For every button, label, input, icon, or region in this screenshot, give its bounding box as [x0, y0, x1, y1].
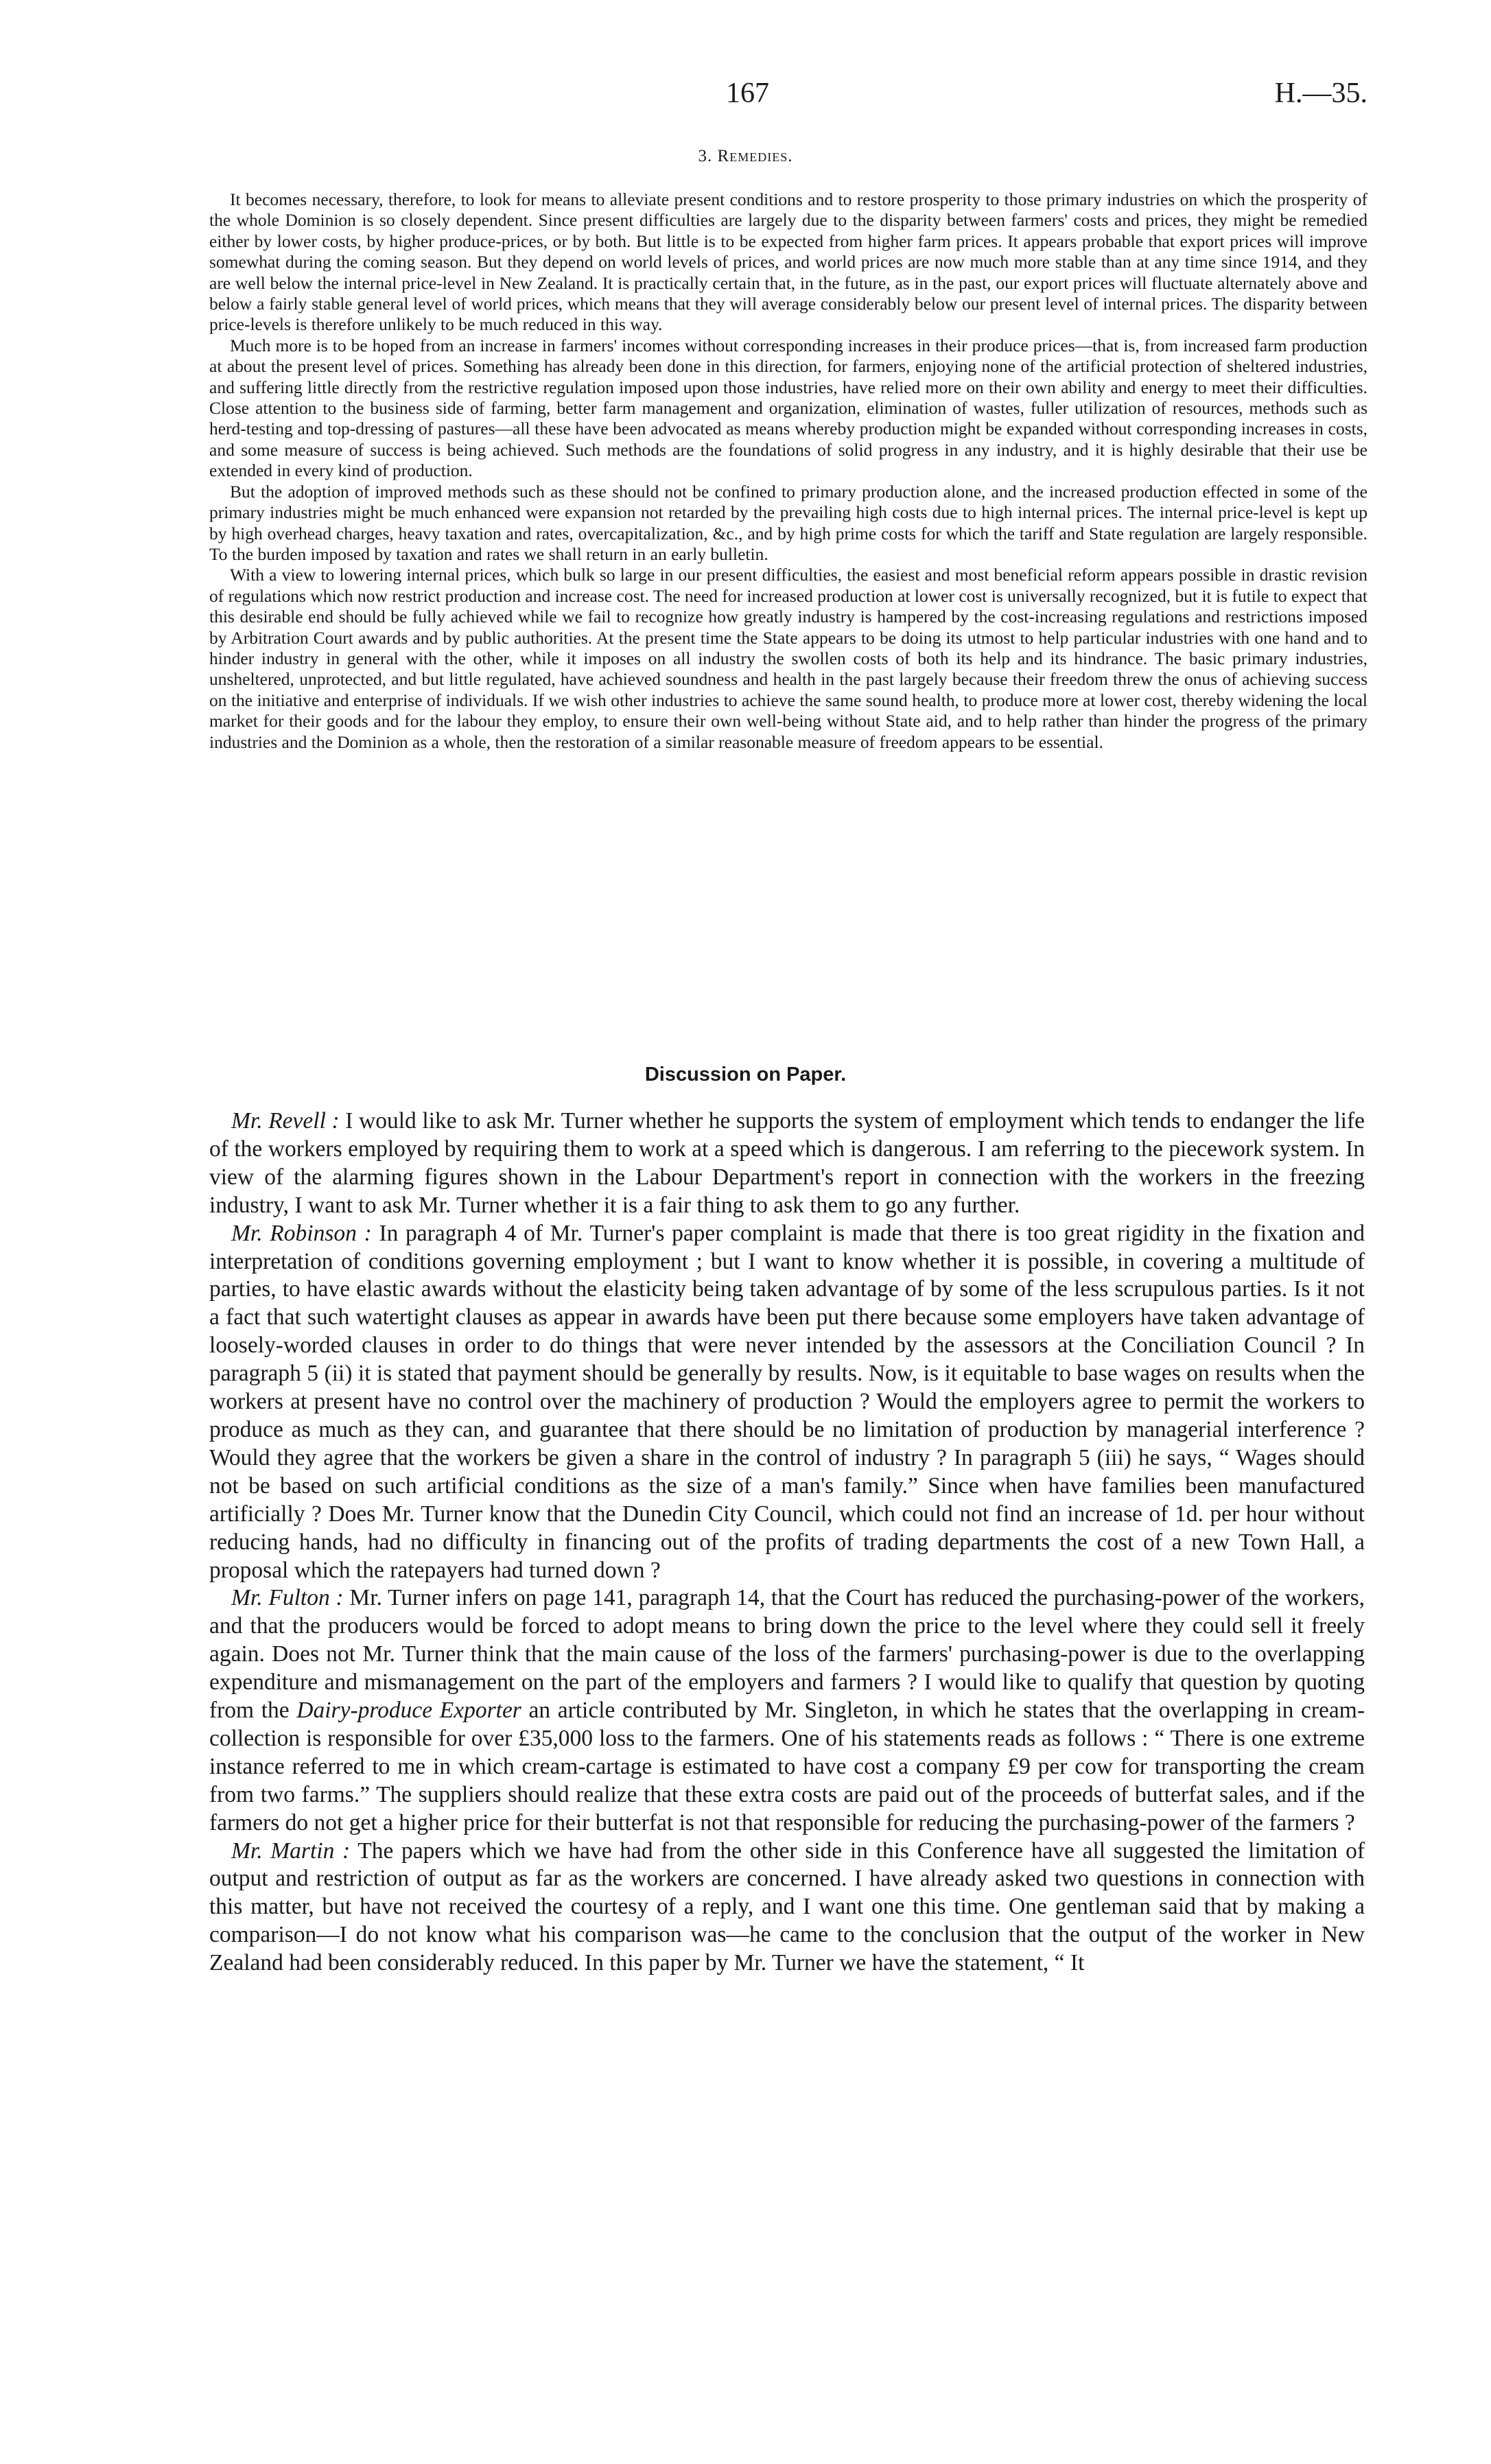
- discussion-entry-martin: [209, 1838, 1365, 1978]
- speaker-remark: Mr. Turner infers on page 141, paragraph 14, that the Court has reduced the purchasing-power of the workers, and that the producers would be forced to adopt means to bring down the price to the level where they could sell it freely again. Does not Mr. Turner think that the main cause of the loss of the farmers' purchasing-power is due to the overlapping expenditure and mismanagement on the part of the employers and farmers ? I would like to qualify that question by quoting from the: [209, 1585, 1365, 1724]
- discussion-entry-robinson: [209, 1220, 1365, 1585]
- speaker-name: Mr. Martin :: [231, 1838, 351, 1864]
- remedies-section: [209, 189, 1367, 753]
- speaker-name: Mr. Revell :: [231, 1108, 340, 1134]
- remedies-paragraph: But the adoption of improved methods such as these should not be confined to primary production alone, and the increased production effected in some of the primary industries might be much enhanced were expansion not retarded by the prevailing high costs due to high internal prices. The internal price-level is kept up by high overhead charges, heavy taxation and rates, overcapitalization, &c., and by high prime costs for which the tariff and State regulation are largely responsible. To the burden imposed by taxation and rates we shall return in an early bulletin.: [209, 481, 1367, 564]
- speaker-remark-continued: an article contributed by Mr. Singleton, in which he states that the overlapping in cream-collection is responsible for over £35,000 loss to the farmers. One of his statements reads as follows : “ There is one extreme instance referred to me in which cream-cartage is estimated to have cost a company £9 per cow for transporting the cream from two farms.” The suppliers should realize that these extra costs are paid out of the proceeds of butterfat sales, and if the farmers do not get a higher price for their butterfat is not that responsible for reducing the purchasing-power of the farmers ?: [209, 1698, 1365, 1835]
- remedies-paragraph: With a view to lowering internal prices, which bulk so large in our present difficulties, the easiest and most beneficial reform appears possible in drastic revision of regulations which now restrict production and increase cost. The need for increased production at lower cost is universally recognized, but it is futile to expect that this desirable end should be fully achieved while we fail to recognize how greatly industry is hampered by the cost-increasing regulations and restrictions imposed by Arbitration Court awards and by public authorities. At the present time the State appears to be doing its utmost to help particular industries with one hand and to hinder industry in general with the other, while it imposes on all industry the swollen costs of both its help and its hindrance. The basic primary industries, unsheltered, unprotected, and but little regulated, have achieved soundness and health in the past largely because their freedom threw the onus of achieving success on the initiative and enterprise of individuals. If we wish other industries to achieve the same sound health, to produce more at lower cost, thereby widening the local market for their goods and for the labour they employ, to ensure their own well-being without State aid, and to help rather than hinder the progress of the primary industries and the Dominion as a whole, then the restoration of a similar reasonable measure of freedom appears to be essential.: [209, 565, 1367, 752]
- discussion-entry-revell: [209, 1107, 1365, 1220]
- speaker-name: Mr. Robinson :: [231, 1220, 372, 1246]
- discussion-entry-fulton: [209, 1584, 1365, 1837]
- publication-title: Dairy-produce Exporter: [296, 1698, 521, 1724]
- speaker-name: Mr. Fulton :: [231, 1585, 344, 1611]
- running-header: [0, 77, 1491, 118]
- speaker-remark: The papers which we have had from the other side in this Conference have all suggested the limitation of output and restriction of output as far as the workers are concerned. I have already asked two questions in connection with this matter, but have not received the courtesy of a reply, and I want one this time. One gentleman said that by making a comparison—I do not know what his comparison was—he came to the conclusion that the output of the worker in New Zealand had been considerably reduced. In this paper by Mr. Turner we have the statement, “ It: [209, 1838, 1365, 1976]
- speaker-remark: I would like to ask Mr. Turner whether he supports the system of employment which tends to endanger the life of the workers employed by requiring them to work at a speed which is dangerous. I am referring to the piecework system. In view of the alarming figures shown in the Labour Department's report in connection with the workers in the freezing industry, I want to ask Mr. Turner whether it is a fair thing to ask them to go any further.: [209, 1108, 1365, 1218]
- remedies-paragraph: It becomes necessary, therefore, to look for means to alleviate present conditions and to restore prosperity to those primary industries on which the prosperity of the whole Dominion is so closely dependent. Since present difficulties are largely due to the disparity between farmers' costs and prices, they might be remedied either by lower costs, by higher produce-prices, or by both. But little is to be expected from higher farm prices. It appears probable that export prices will improve somewhat during the coming season. But they depend on world levels of prices, and world prices are now much more stable than at any time since 1914, and they are well below the internal price-level in New Zealand. It is practically certain that, in the future, as in the past, our export prices will fluctuate alternately above and below a fairly stable general level of world prices, which means that they will average considerably below our present level of internal prices. The disparity between price-levels is therefore unlikely to be much reduced in this way.: [209, 189, 1367, 335]
- discussion-section: [209, 1107, 1365, 1978]
- document-reference: H.—35.: [1274, 78, 1367, 109]
- page-number: 167: [726, 78, 769, 109]
- remedies-heading: 3. Remedies.: [698, 147, 793, 165]
- remedies-paragraph: Much more is to be hoped from an increase in farmers' incomes without corresponding increases in their produce prices—that is, from increased farm production at about the present level of prices. Something has already been done in this direction, for farmers, enjoying none of the artificial protection of sheltered industries, and suffering little directly from the restrictive regulation imposed upon those industries, have relied more on their own ability and energy to meet their difficulties. Close attention to the business side of farming, better farm management and organization, elimination of wastes, fuller utilization of resources, methods such as herd-testing and top-dressing of pastures—all these have been advocated as means whereby production might be expanded without corresponding increases in costs, and some measure of success is being achieved. Such methods are the foundations of solid progress in any industry, and it is highly desirable that their use be extended in every kind of production.: [209, 335, 1367, 481]
- speaker-remark: In paragraph 4 of Mr. Turner's paper complaint is made that there is too great rigidity in the fixation and interpretation of conditions governing employment ; but I want to know whether it is possible, in covering a multitude of parties, to have elastic awards without the elasticity being taken advantage of by some of the less scrupulous parties. Is it not a fact that such watertight clauses as appear in awards have been put there because some employers have taken advantage of loosely-worded clauses in order to do things that were never intended by the assessors at the Conciliation Council ? In paragraph 5 (ii) it is stated that payment should be generally by results. Now, is it equitable to base wages on results when the workers at present have no control over the machinery of production ? Would the employers agree to permit the workers to produce as much as they can, and guarantee that there should be no limitation of production by managerial interference ? Would they agree that the workers be given a share in the control of industry ? In paragraph 5 (iii) he says, “ Wages should not be based on such artificial conditions as the size of a man's family.” Since when have families been manufactured artificially ? Does Mr. Turner know that the Dunedin City Council, which could not find an increase of 1d. per hour without reducing hands, had no difficulty in financing out of the profits of trading departments the cost of a new Town Hall, a proposal which the ratepayers had turned down ?: [209, 1220, 1365, 1583]
- discussion-title: Discussion on Paper.: [644, 1064, 847, 1086]
